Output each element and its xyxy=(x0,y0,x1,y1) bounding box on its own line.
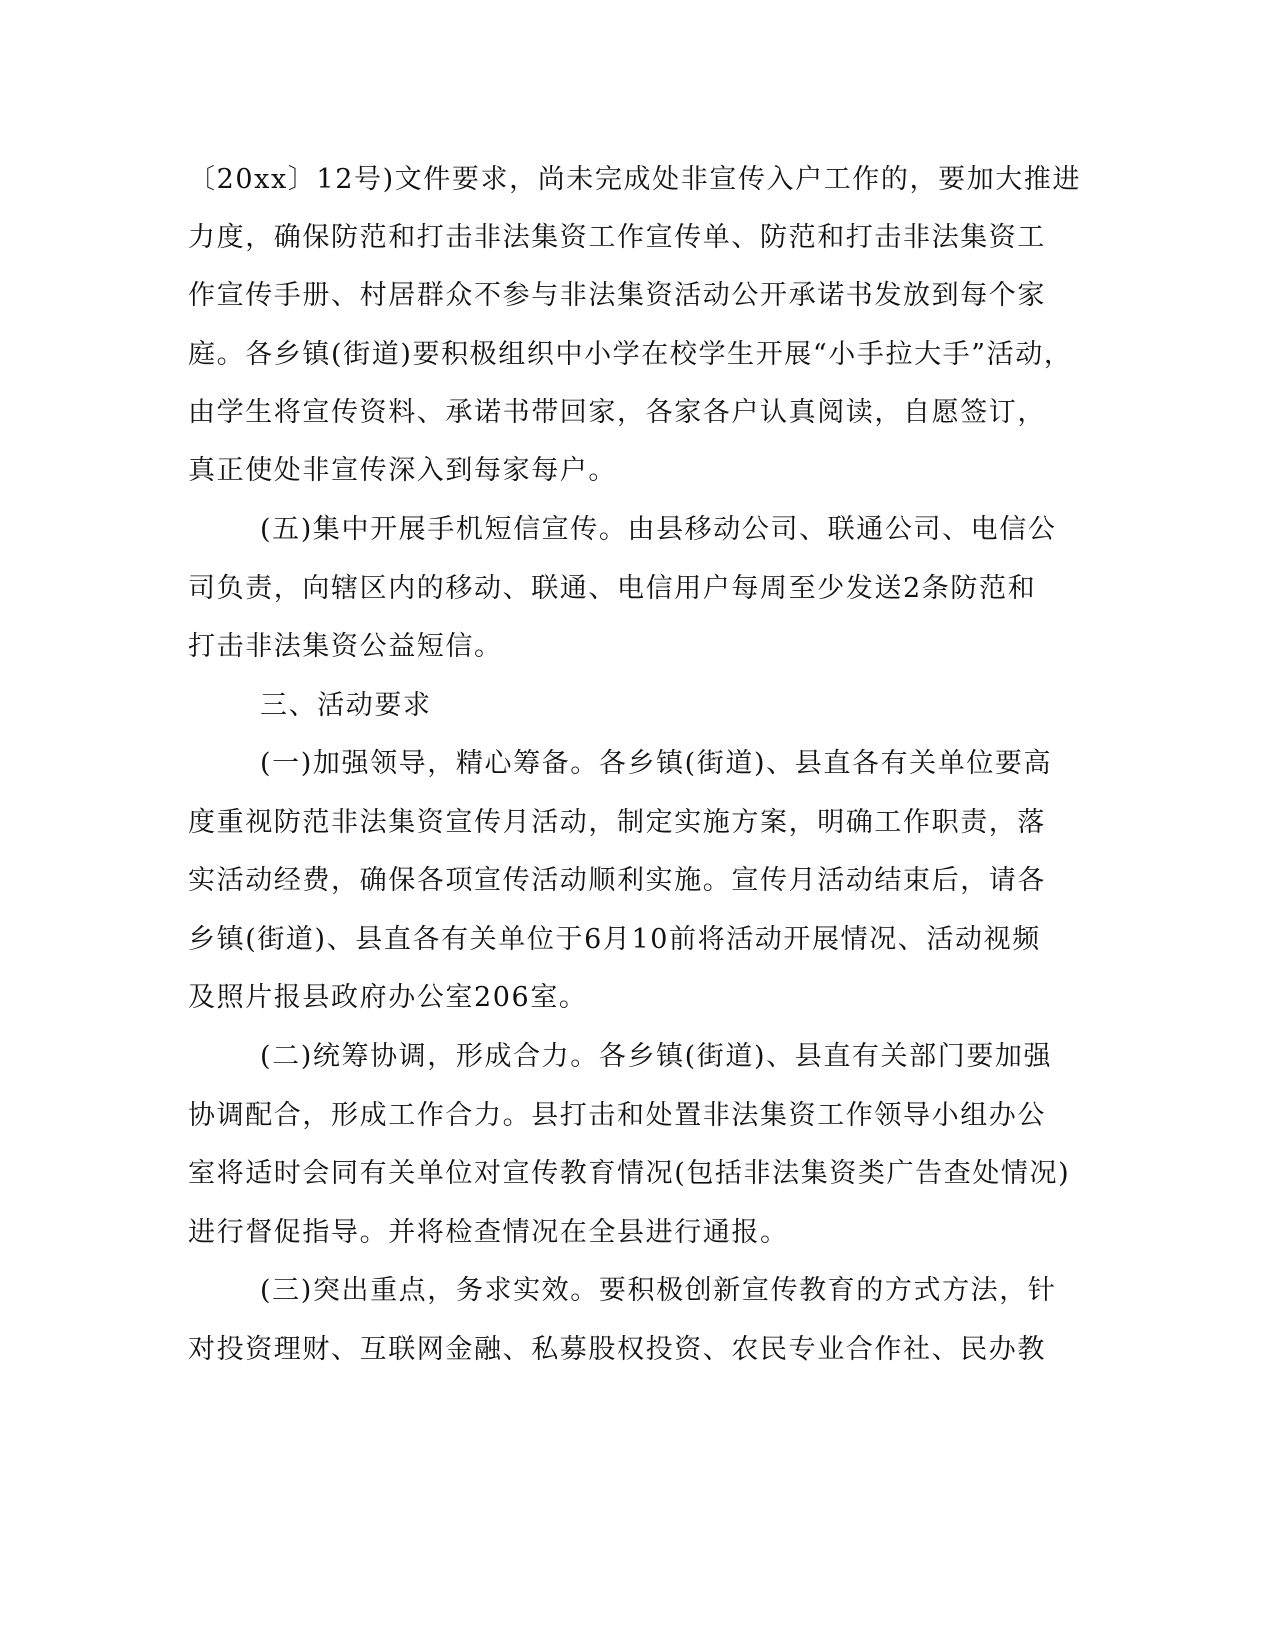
text-line: 〔20xx〕12号)文件要求，尚未完成处非宣传入户工作的，要加大推进 xyxy=(188,164,1082,195)
text-line: 庭。各乡镇(街道)要积极组织中小学在校学生开展“小手拉大手”活动， xyxy=(188,339,1073,370)
text-line: 实活动经费，确保各项宣传活动顺利实施。宣传月活动结束后，请各 xyxy=(188,865,1046,896)
text-line: 真正使处非宣传深入到每家每户。 xyxy=(188,455,617,486)
text-line: 力度，确保防范和打击非法集资工作宣传单、防范和打击非法集资工 xyxy=(188,222,1046,253)
paragraph-five-heading: (五)集中开展手机短信宣传。由县移动公司、联通公司、电信公 xyxy=(260,514,1057,545)
paragraph-two-heading: (二)统筹协调，形成合力。各乡镇(街道)、县直有关部门要加强 xyxy=(260,1041,1053,1072)
text-line: 度重视防范非法集资宣传月活动，制定实施方案，明确工作职责，落 xyxy=(188,807,1046,838)
text-line: 司负责，向辖区内的移动、联通、电信用户每周至少发送2条防范和 xyxy=(188,573,1037,604)
text-line: 由学生将宣传资料、承诺书带回家，各家各户认真阅读，自愿签订， xyxy=(188,397,1046,428)
section-heading: 三、活动要求 xyxy=(260,690,432,721)
text-line: 及照片报县政府办公室206室。 xyxy=(188,982,588,1013)
text-line: 打击非法集资公益短信。 xyxy=(188,631,503,662)
paragraph-three-heading: (三)突出重点，务求实效。要积极创新宣传教育的方式方法，针 xyxy=(260,1275,1057,1306)
text-line: 进行督促指导。并将检查情况在全县进行通报。 xyxy=(188,1217,789,1248)
text-line: 乡镇(街道)、县直各有关单位于6月10前将活动开展情况、活动视频 xyxy=(188,924,1041,955)
text-line: 室将适时会同有关单位对宣传教育情况(包括非法集资类广告查处情况) xyxy=(188,1158,1071,1189)
text-line: 协调配合，形成工作合力。县打击和处置非法集资工作领导小组办公 xyxy=(188,1100,1046,1131)
text-line: 作宣传手册、村居群众不参与非法集资活动公开承诺书发放到每个家 xyxy=(188,280,1046,311)
paragraph-one-heading: (一)加强领导，精心筹备。各乡镇(街道)、县直各有关单位要高 xyxy=(260,748,1053,779)
text-line: 对投资理财、互联网金融、私募股权投资、农民专业合作社、民办教 xyxy=(188,1334,1046,1365)
